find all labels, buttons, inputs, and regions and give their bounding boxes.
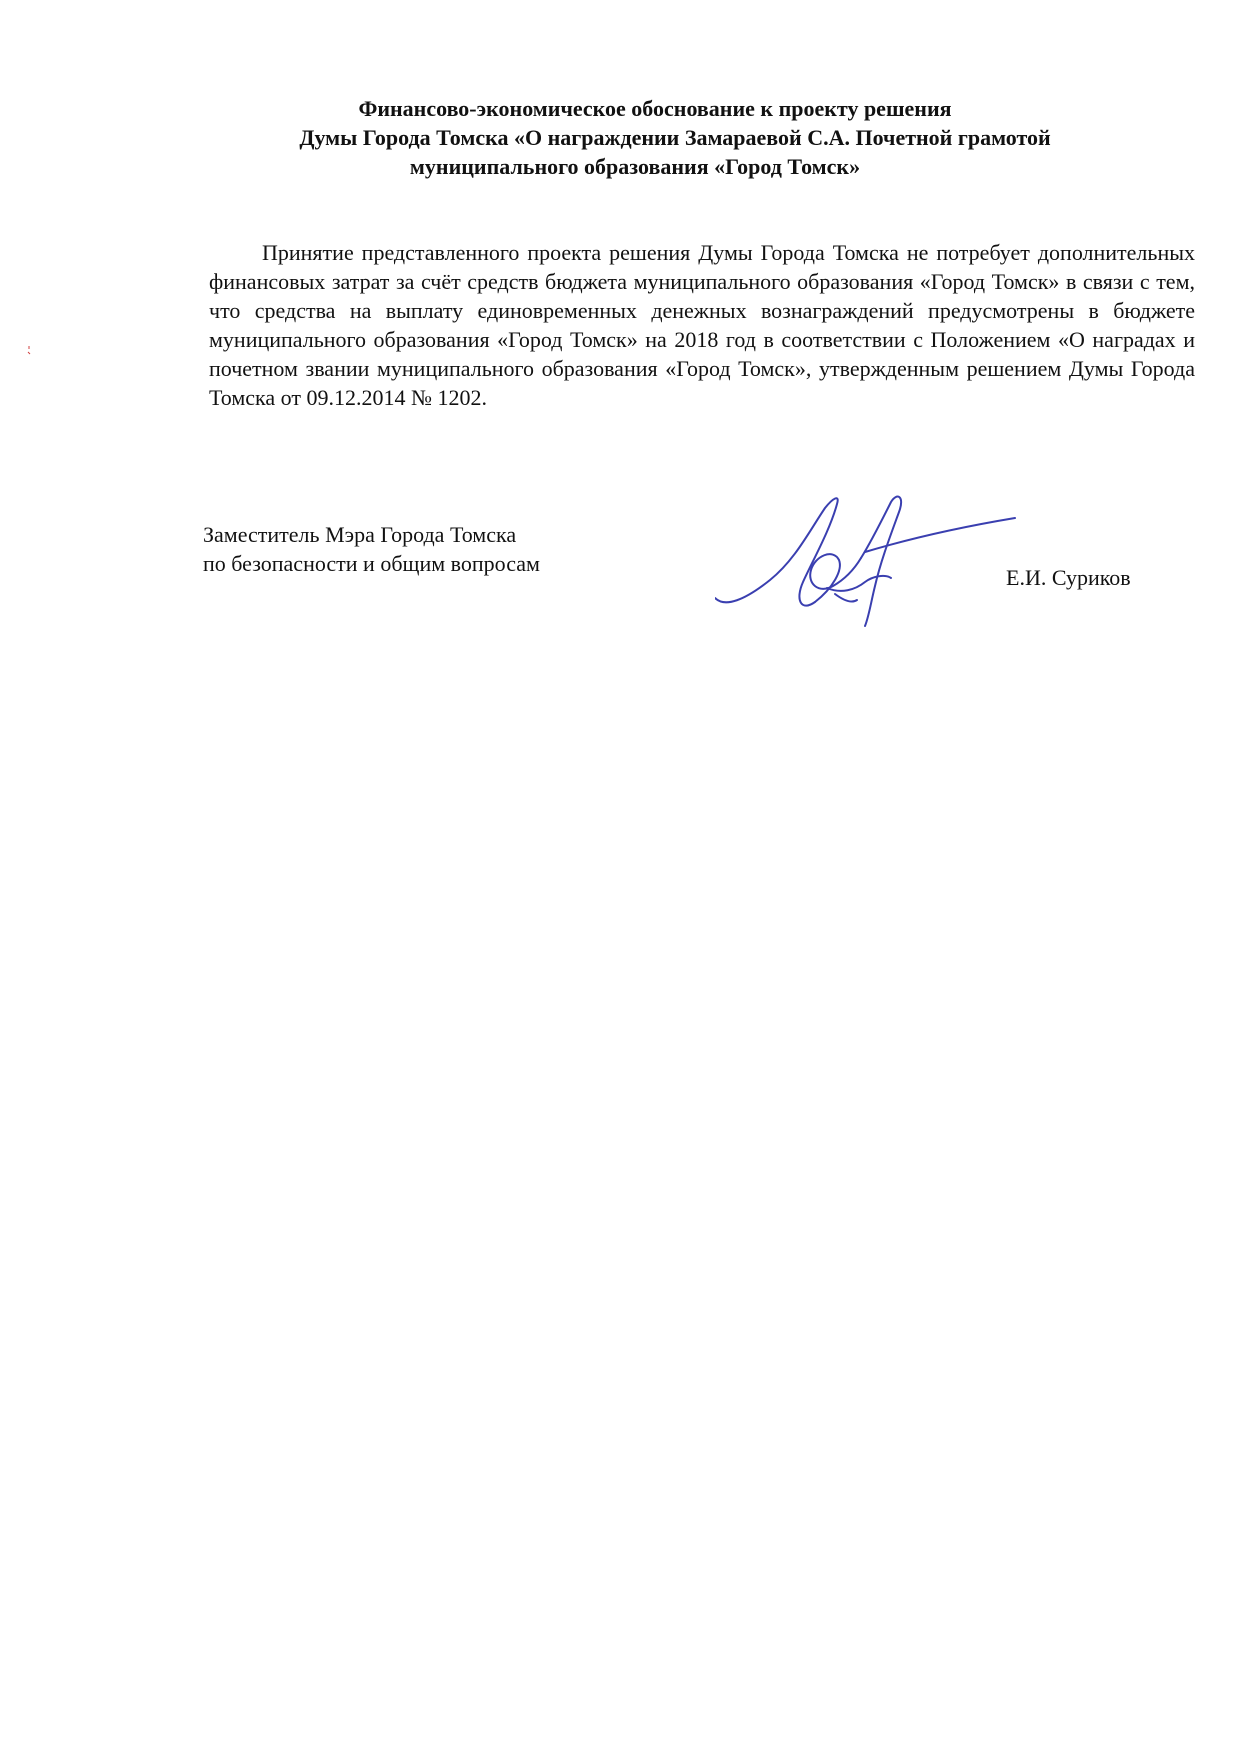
signatory-name: Е.И. Суриков [1006, 565, 1131, 590]
signatory-position-line-1: Заместитель Мэра Города Томска [203, 522, 517, 547]
body-paragraph: Принятие представленного проекта решения Думы Города Томска не потребует дополнительных финансовых затрат за счёт средств бюджета муниципального образования «Город Томск» в связи с тем, что средства на выплату единовременных денежных вознаграждений предусмотрены в бюджете муниципального образования «Город Томск» на 2018 год в соответствии с Положением «О наградах и почетном звании муниципального образования «Город Томск», утвержденным решением Думы Города Томска от 09.12.2014 № 1202. [209, 240, 1195, 410]
handwritten-signature [715, 490, 1045, 630]
title-line-2: Думы Города Томска «О награждении Замараевой С.А. Почетной грамотой [299, 125, 1051, 150]
document-title [200, 94, 1110, 181]
margin-mark [26, 344, 32, 356]
signatory-position-line-2: по безопасности и общим вопросам [203, 551, 540, 576]
title-line-1: Финансово-экономическое обоснование к проекту решения [358, 96, 952, 121]
signatory-position [203, 520, 540, 578]
title-line-3: муниципального образования «Город Томск» [409, 154, 861, 179]
